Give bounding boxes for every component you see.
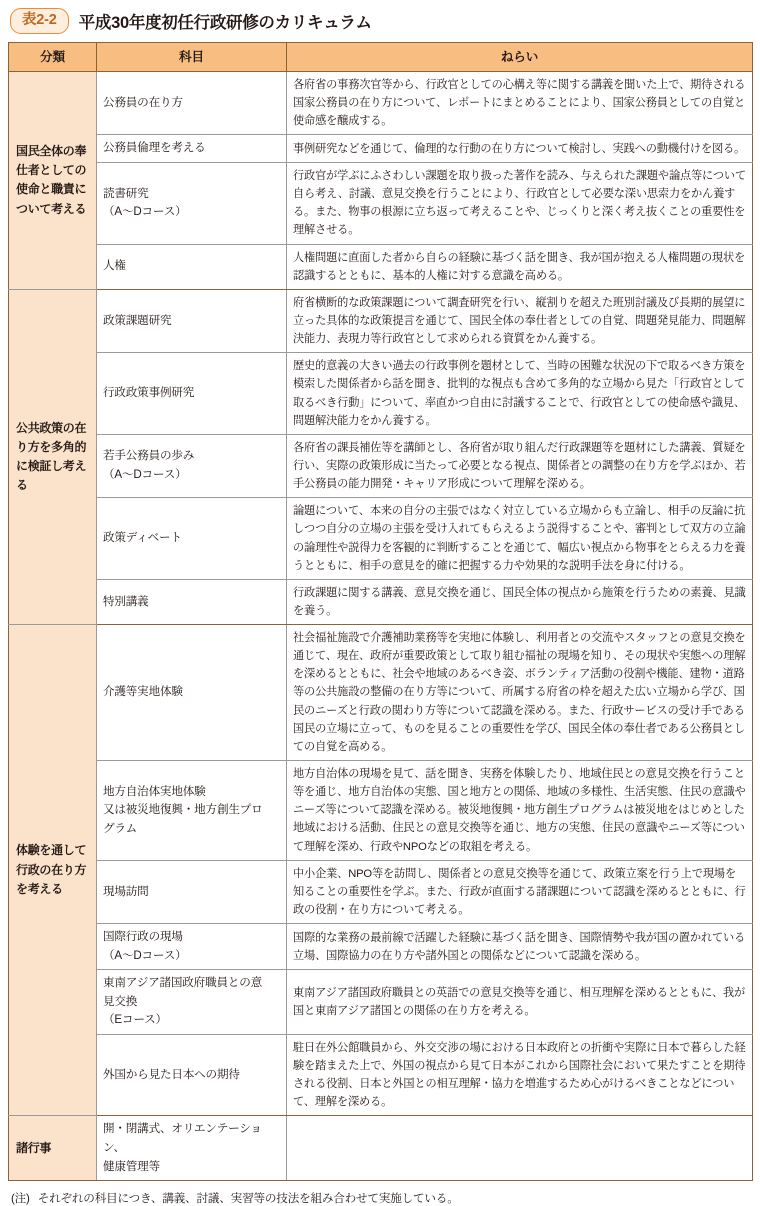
subject-line: 特別講義 — [103, 594, 149, 608]
table-body — [9, 72, 753, 1181]
table-title-row — [8, 6, 752, 36]
table-row — [9, 761, 753, 861]
aim-cell: 国際的な業務の最前線で活躍した経験に基づく話を聞き、国際情勢や我が国の置かれている立場、国際協力の在り方や諸外国との関係などについて認識を深める。 — [287, 924, 753, 970]
subject-line: 政策課題研究 — [103, 313, 172, 327]
note-marker: (注) — [11, 1192, 30, 1206]
table-note — [8, 1190, 752, 1206]
subject-line: 東南アジア諸国政府職員との意 — [103, 976, 263, 990]
aim-cell: 各府省の事務次官等から、行政官としての心構え等に関する講義を聞いた上で、期待される国家公務員の在り方について、レポートにまとめることにより、国家公務員としての自覚と使命感を醸成する。 — [287, 72, 753, 135]
aim-cell: 社会福祉施設で介護補助業務等を実地に体験し、利用者との交流やスタッフとの意見交換を通じて、現在、政府が重要政策として取り組む福祉の現場を知り、その現状や実態への理解を深めるとともに、社会や地域のあるべき姿、ボランティア活動の役割や機能、建物・道路等の公共施設の整備の在り方等について、所属する府省の枠を超えた広い立場から学び、国民のニーズと行政の関わり方等について認識を深める。また、行政サービスの受け手である国民の立場に立って、ものを見ることの重要性を学び、国民全体の奉仕者である公務員としての自覚を高める。 — [287, 625, 753, 761]
subject-line: 公務員の在り方 — [103, 95, 183, 109]
table-row — [9, 625, 753, 761]
column-header-aim: ねらい — [287, 43, 753, 72]
subject-cell — [97, 498, 287, 580]
aim-cell: 行政課題に関する講義、意見交換を通じ、国民全体の視点から施策を行うための素養、見識を養う。 — [287, 579, 753, 624]
subject-line: （Eコース） — [103, 1013, 167, 1027]
subject-line: （A〜Dコース） — [103, 205, 187, 219]
subject-line: 又は被災地復興・地方創生プロ — [103, 803, 263, 817]
aim-cell: 府省横断的な政策課題について調査研究を行い、縦割りを超えた班別討議及び長期的展望に立った具体的な政策提言を通じて、国民全体の奉仕者としての自覚、問題発見能力、問題解決能力、表現力等行政官として求められる資質をかん養する。 — [287, 289, 753, 352]
category-cell: 国民全体の奉仕者としての使命と職責について考える — [9, 72, 97, 290]
subject-line: 地方自治体実地体験 — [103, 784, 206, 798]
table-row — [9, 162, 753, 244]
subject-line: （A〜Dコース） — [103, 948, 187, 962]
table-row — [9, 72, 753, 135]
aim-cell: 行政官が学ぶにふさわしい課題を取り扱った著作を読み、与えられた課題や論点等について自ら考え、討議、意見交換を行うことにより、行政官として必要な深い思索力をかん養する。また、物事の根源に立ち返って考えることや、じっくりと深く考え抜くことの重要性を理解させる。 — [287, 162, 753, 244]
aim-cell: 地方自治体の現場を見て、話を聞き、実務を体験したり、地域住民との意見交換を行うこと等を通じ、地方自治体の実態、国と地方との関係、地域の多様性、生活実態、住民の意識やニーズ等について認識を深める。被災地復興・地方創生プログラムは被災地をはじめとした地域における活動、住民との意見交換等を通じ、地方の実態、住民の意識やニーズ等について理解を深め、行政やNPOなどの取組を考える。 — [287, 761, 753, 861]
subject-line: 国際行政の現場 — [103, 930, 183, 944]
aim-cell: 駐日在外公館職員から、外交交渉の場における日本政府との折衝や実際に日本で暮らした経験を踏まえた上で、外国の視点から見て日本がこれから国際社会において果たすことを期待される役割、日本と外国との相互理解・協力を増進するため心がけるべきことなどについて、理解を深める。 — [287, 1034, 753, 1116]
subject-cell — [97, 244, 287, 289]
table-row — [9, 135, 753, 163]
table-row — [9, 244, 753, 289]
aim-cell: 人権問題に直面した者から自らの経験に基づく話を聞き、我が国が抱える人権問題の現状を認識するとともに、基本的人権に対する意識を高める。 — [287, 244, 753, 289]
table-row — [9, 353, 753, 435]
column-header-subject: 科目 — [97, 43, 287, 72]
curriculum-table — [8, 42, 753, 1181]
subject-line: 見交換 — [103, 994, 138, 1008]
subject-cell — [97, 860, 287, 923]
subject-cell — [97, 353, 287, 435]
aim-cell: 東南アジア諸国政府職員との英語での意見交換等を通じ、相互理解を深めるとともに、我が国と東南アジア諸国との関係の在り方を考える。 — [287, 970, 753, 1035]
table-header-row — [9, 43, 753, 72]
subject-line: 人権 — [103, 259, 126, 273]
table-row — [9, 498, 753, 580]
table-row — [9, 924, 753, 970]
page-title: 平成30年度初任行政研修のカリキュラム — [78, 14, 372, 32]
subject-line: 行政政策事例研究 — [103, 386, 195, 400]
table-row — [9, 1034, 753, 1116]
table-row — [9, 579, 753, 624]
table-row — [9, 970, 753, 1035]
subject-cell — [97, 625, 287, 761]
subject-cell — [97, 1116, 287, 1181]
aim-cell — [287, 1116, 753, 1181]
subject-cell — [97, 289, 287, 352]
subject-cell — [97, 135, 287, 163]
subject-cell — [97, 162, 287, 244]
subject-cell — [97, 1034, 287, 1116]
subject-cell — [97, 72, 287, 135]
table-row — [9, 434, 753, 497]
aim-cell: 各府省の課長補佐等を講師とし、各府省が取り組んだ行政課題等を題材にした講義、質疑を行い、実際の政策形成に当たって必要となる視点、関係者との調整の在り方を学ぶほか、若手公務員の能力開発・キャリア形成について理解を深める。 — [287, 434, 753, 497]
subject-line: 開・閉講式、オリエンテーション、 — [103, 1122, 262, 1155]
category-cell: 公共政策の在り方を多角的に検証し考える — [9, 289, 97, 624]
subject-line: 外国から見た日本への期待 — [103, 1067, 240, 1081]
subject-line: グラム — [103, 821, 138, 835]
subject-cell — [97, 924, 287, 970]
subject-cell — [97, 970, 287, 1035]
aim-cell: 論題について、本来の自分の主張ではなく対立している立場からも立論し、相手の反論に抗しつつ自分の立場の主張を受け入れてもらえるよう説得することや、審判として双方の立論の論理性や説得力を客観的に判断することを通じて、幅広い視点から物事をとらえる力を養うとともに、相手の意見を的確に把握する力や効果的な説明手法を身に付ける。 — [287, 498, 753, 580]
subject-line: 公務員倫理を考える — [103, 141, 206, 155]
aim-cell: 事例研究などを通じて、倫理的な行動の在り方について検討し、実践への動機付けを図る。 — [287, 135, 753, 163]
subject-cell — [97, 761, 287, 861]
subject-line: 健康管理等 — [103, 1159, 160, 1173]
subject-line: 現場訪問 — [103, 884, 149, 898]
subject-line: 介護等実地体験 — [103, 685, 183, 699]
table-row — [9, 289, 753, 352]
subject-line: 政策ディベート — [103, 531, 182, 545]
subject-line: 若手公務員の歩み — [103, 449, 195, 463]
table-number-badge: 表2-2 — [10, 8, 69, 34]
note-text: それぞれの科目につき、講義、討議、実習等の技法を組み合わせて実施している。 — [37, 1192, 459, 1206]
aim-cell: 中小企業、NPO等を訪問し、関係者との意見交換等を通じて、政策立案を行う上で現場を知ることの重要性を学ぶ。また、行政が直面する諸課題について認識を深めるとともに、行政の役割・在り方について考える。 — [287, 860, 753, 923]
table-row — [9, 860, 753, 923]
category-cell: 体験を通して行政の在り方を考える — [9, 625, 97, 1116]
subject-cell — [97, 434, 287, 497]
table-row — [9, 1116, 753, 1181]
subject-line: 読書研究 — [103, 186, 149, 200]
table-head — [9, 43, 753, 72]
subject-line: （A〜Dコース） — [103, 468, 187, 481]
aim-cell: 歴史的意義の大きい過去の行政事例を題材として、当時の困難な状況の下で取るべき方策を模索した関係者から話を聞き、批判的な視点も含めて多角的な立場から見た「行政官として取るべき行動」について、率直かつ自由に討議することで、行政官としての使命感や識見、問題解決能力をかん養する。 — [287, 353, 753, 435]
subject-cell — [97, 579, 287, 624]
column-header-category: 分類 — [9, 43, 97, 72]
category-cell: 諸行事 — [9, 1116, 97, 1181]
